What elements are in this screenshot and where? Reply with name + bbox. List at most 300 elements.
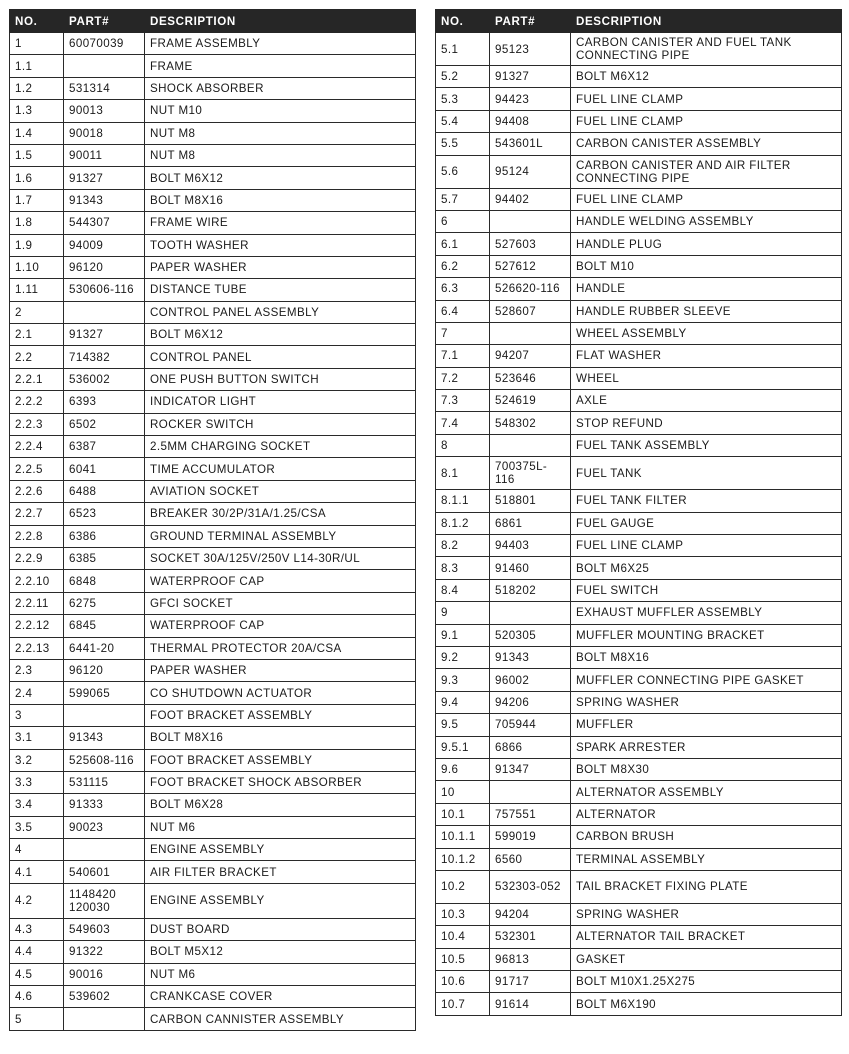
no-cell: 8 bbox=[436, 434, 490, 456]
table-row bbox=[436, 278, 842, 300]
part-number-cell: 525608-116 bbox=[64, 749, 145, 771]
no-cell: 9.2 bbox=[436, 646, 490, 668]
description-cell: ONE PUSH BUTTON SWITCH bbox=[145, 368, 416, 390]
part-number-cell: 6386 bbox=[64, 525, 145, 547]
description-cell: FUEL LINE CLAMP bbox=[571, 535, 842, 557]
part-number-cell bbox=[490, 322, 571, 344]
part-number-cell: 90018 bbox=[64, 122, 145, 144]
table-row bbox=[436, 848, 842, 870]
description-cell: FUEL GAUGE bbox=[571, 512, 842, 534]
description-cell: BREAKER 30/2P/31A/1.25/CSA bbox=[145, 503, 416, 525]
description-cell: FUEL LINE CLAMP bbox=[571, 188, 842, 210]
table-row bbox=[10, 122, 416, 144]
no-cell: 1.2 bbox=[10, 77, 64, 99]
no-cell: 5.4 bbox=[436, 110, 490, 132]
part-number-cell: 91460 bbox=[490, 557, 571, 579]
parts-table-right-body bbox=[436, 33, 842, 1016]
part-number-cell: 91322 bbox=[64, 941, 145, 963]
description-cell: DISTANCE TUBE bbox=[145, 279, 416, 301]
table-row bbox=[436, 602, 842, 624]
table-row bbox=[10, 816, 416, 838]
no-cell: 2.4 bbox=[10, 682, 64, 704]
no-cell: 4 bbox=[10, 839, 64, 861]
part-number-cell: 91343 bbox=[64, 727, 145, 749]
description-cell: BOLT M10X1.25X275 bbox=[571, 971, 842, 993]
table-row bbox=[10, 391, 416, 413]
description-cell: AXLE bbox=[571, 390, 842, 412]
no-cell: 1.1 bbox=[10, 55, 64, 77]
description-cell: HANDLE WELDING ASSEMBLY bbox=[571, 210, 842, 232]
part-number-cell: 540601 bbox=[64, 861, 145, 883]
description-cell: FOOT BRACKET ASSEMBLY bbox=[145, 704, 416, 726]
part-number-cell: 714382 bbox=[64, 346, 145, 368]
no-cell: 2.2.7 bbox=[10, 503, 64, 525]
description-cell: CONTROL PANEL bbox=[145, 346, 416, 368]
description-cell: CARBON CANISTER ASSEMBLY bbox=[571, 133, 842, 155]
no-cell: 2.2.2 bbox=[10, 391, 64, 413]
description-cell: MUFFLER MOUNTING BRACKET bbox=[571, 624, 842, 646]
table-row bbox=[10, 234, 416, 256]
part-number-cell: 518801 bbox=[490, 490, 571, 512]
table-row bbox=[10, 33, 416, 55]
description-cell: FOOT BRACKET ASSEMBLY bbox=[145, 749, 416, 771]
no-cell: 6.3 bbox=[436, 278, 490, 300]
part-number-cell bbox=[490, 434, 571, 456]
part-number-cell: 6275 bbox=[64, 592, 145, 614]
part-number-cell: 6441-20 bbox=[64, 637, 145, 659]
description-cell: ALTERNATOR ASSEMBLY bbox=[571, 781, 842, 803]
table-row bbox=[436, 669, 842, 691]
no-cell: 9.5.1 bbox=[436, 736, 490, 758]
description-cell: BOLT M5X12 bbox=[145, 941, 416, 963]
table-row bbox=[10, 346, 416, 368]
no-cell: 1.10 bbox=[10, 256, 64, 278]
no-cell: 3.5 bbox=[10, 816, 64, 838]
description-cell: SHOCK ABSORBER bbox=[145, 77, 416, 99]
no-cell: 7 bbox=[436, 322, 490, 344]
no-cell: 10.1.2 bbox=[436, 848, 490, 870]
no-cell: 2 bbox=[10, 301, 64, 323]
description-cell: 2.5MM CHARGING SOCKET bbox=[145, 436, 416, 458]
no-cell: 1.11 bbox=[10, 279, 64, 301]
no-cell: 4.5 bbox=[10, 963, 64, 985]
part-number-cell: 6387 bbox=[64, 436, 145, 458]
part-number-cell: 599065 bbox=[64, 682, 145, 704]
part-number-cell: 536002 bbox=[64, 368, 145, 390]
header-description: DESCRIPTION bbox=[571, 10, 842, 33]
table-row bbox=[436, 33, 842, 66]
no-cell: 5 bbox=[10, 1008, 64, 1030]
no-cell: 6.4 bbox=[436, 300, 490, 322]
no-cell: 10.3 bbox=[436, 903, 490, 925]
no-cell: 3 bbox=[10, 704, 64, 726]
part-number-cell: 539602 bbox=[64, 986, 145, 1008]
table-row bbox=[436, 345, 842, 367]
table-row bbox=[436, 300, 842, 322]
no-cell: 3.4 bbox=[10, 794, 64, 816]
no-cell: 2.2.4 bbox=[10, 436, 64, 458]
no-cell: 10.2 bbox=[436, 870, 490, 903]
no-cell: 2.2.9 bbox=[10, 547, 64, 569]
header-row bbox=[10, 10, 416, 33]
description-cell: FUEL TANK bbox=[571, 457, 842, 490]
part-number-cell: 524619 bbox=[490, 390, 571, 412]
description-cell: FRAME bbox=[145, 55, 416, 77]
table-row bbox=[10, 1008, 416, 1030]
part-number-cell: 6560 bbox=[490, 848, 571, 870]
no-cell: 8.4 bbox=[436, 579, 490, 601]
description-cell: CARBON BRUSH bbox=[571, 826, 842, 848]
part-number-cell: 527612 bbox=[490, 255, 571, 277]
table-row bbox=[10, 749, 416, 771]
table-row bbox=[436, 155, 842, 188]
description-cell: FUEL TANK FILTER bbox=[571, 490, 842, 512]
table-row bbox=[10, 189, 416, 211]
part-number-cell: 523646 bbox=[490, 367, 571, 389]
no-cell: 1.4 bbox=[10, 122, 64, 144]
table-row bbox=[10, 771, 416, 793]
table-row bbox=[10, 525, 416, 547]
table-row bbox=[436, 255, 842, 277]
part-number-cell: 94423 bbox=[490, 88, 571, 110]
no-cell: 7.4 bbox=[436, 412, 490, 434]
description-cell: TIME ACCUMULATOR bbox=[145, 458, 416, 480]
no-cell: 9 bbox=[436, 602, 490, 624]
description-cell: FRAME ASSEMBLY bbox=[145, 33, 416, 55]
description-cell: FUEL SWITCH bbox=[571, 579, 842, 601]
description-cell: TERMINAL ASSEMBLY bbox=[571, 848, 842, 870]
description-cell: GASKET bbox=[571, 948, 842, 970]
table-row bbox=[436, 210, 842, 232]
no-cell: 9.1 bbox=[436, 624, 490, 646]
no-cell: 4.1 bbox=[10, 861, 64, 883]
description-cell: WHEEL bbox=[571, 367, 842, 389]
header-row bbox=[436, 10, 842, 33]
no-cell: 10.7 bbox=[436, 993, 490, 1015]
description-cell: ALTERNATOR TAIL BRACKET bbox=[571, 926, 842, 948]
part-number-cell: 91343 bbox=[64, 189, 145, 211]
no-cell: 2.2.12 bbox=[10, 615, 64, 637]
description-cell: SOCKET 30A/125V/250V L14-30R/UL bbox=[145, 547, 416, 569]
description-cell: CARBON CANNISTER ASSEMBLY bbox=[145, 1008, 416, 1030]
no-cell: 2.3 bbox=[10, 659, 64, 681]
description-cell: NUT M6 bbox=[145, 816, 416, 838]
part-number-cell: 6393 bbox=[64, 391, 145, 413]
no-cell: 9.4 bbox=[436, 691, 490, 713]
table-row bbox=[10, 682, 416, 704]
no-cell: 3.3 bbox=[10, 771, 64, 793]
no-cell: 7.2 bbox=[436, 367, 490, 389]
table-row bbox=[436, 457, 842, 490]
no-cell: 2.1 bbox=[10, 324, 64, 346]
parts-table-left-body bbox=[10, 33, 416, 1031]
description-cell: BOLT M8X16 bbox=[145, 189, 416, 211]
description-cell: BOLT M8X16 bbox=[571, 646, 842, 668]
no-cell: 10.6 bbox=[436, 971, 490, 993]
part-number-cell: 6861 bbox=[490, 512, 571, 534]
table-row bbox=[10, 212, 416, 234]
no-cell: 7.1 bbox=[436, 345, 490, 367]
part-number-cell: 6845 bbox=[64, 615, 145, 637]
part-number-cell: 96002 bbox=[490, 669, 571, 691]
description-cell: WATERPROOF CAP bbox=[145, 570, 416, 592]
table-row bbox=[436, 971, 842, 993]
no-cell: 2.2 bbox=[10, 346, 64, 368]
part-number-cell: 96120 bbox=[64, 659, 145, 681]
part-number-cell: 94402 bbox=[490, 188, 571, 210]
part-number-cell: 1148420 120030 bbox=[64, 883, 145, 918]
no-cell: 4.3 bbox=[10, 918, 64, 940]
description-cell: TOOTH WASHER bbox=[145, 234, 416, 256]
part-number-cell: 95123 bbox=[490, 33, 571, 66]
part-number-cell: 526620-116 bbox=[490, 278, 571, 300]
table-row bbox=[436, 188, 842, 210]
table-row bbox=[10, 256, 416, 278]
description-cell: PAPER WASHER bbox=[145, 659, 416, 681]
table-row bbox=[436, 948, 842, 970]
part-number-cell: 532301 bbox=[490, 926, 571, 948]
table-row bbox=[10, 100, 416, 122]
table-row bbox=[436, 66, 842, 88]
description-cell: NUT M8 bbox=[145, 122, 416, 144]
description-cell: ENGINE ASSEMBLY bbox=[145, 839, 416, 861]
description-cell: FRAME WIRE bbox=[145, 212, 416, 234]
description-cell: INDICATOR LIGHT bbox=[145, 391, 416, 413]
no-cell: 10.1 bbox=[436, 803, 490, 825]
no-cell: 4.2 bbox=[10, 883, 64, 918]
table-row bbox=[10, 918, 416, 940]
description-cell: NUT M10 bbox=[145, 100, 416, 122]
no-cell: 2.2.5 bbox=[10, 458, 64, 480]
no-cell: 1.7 bbox=[10, 189, 64, 211]
no-cell: 1.8 bbox=[10, 212, 64, 234]
table-row bbox=[10, 839, 416, 861]
description-cell: GFCI SOCKET bbox=[145, 592, 416, 614]
description-cell: NUT M6 bbox=[145, 963, 416, 985]
part-number-cell bbox=[490, 781, 571, 803]
no-cell: 4.6 bbox=[10, 986, 64, 1008]
part-number-cell bbox=[490, 602, 571, 624]
no-cell: 2.2.3 bbox=[10, 413, 64, 435]
part-number-cell bbox=[64, 704, 145, 726]
part-number-cell: 549603 bbox=[64, 918, 145, 940]
table-row bbox=[10, 963, 416, 985]
part-number-cell: 548302 bbox=[490, 412, 571, 434]
no-cell: 8.2 bbox=[436, 535, 490, 557]
part-number-cell: 531314 bbox=[64, 77, 145, 99]
table-row bbox=[10, 368, 416, 390]
no-cell: 2.2.1 bbox=[10, 368, 64, 390]
table-row bbox=[436, 557, 842, 579]
table-row bbox=[10, 55, 416, 77]
description-cell: CARBON CANISTER AND AIR FILTER CONNECTING PIPE bbox=[571, 155, 842, 188]
description-cell: BOLT M6X12 bbox=[145, 167, 416, 189]
part-number-cell: 90023 bbox=[64, 816, 145, 838]
table-row bbox=[436, 736, 842, 758]
table-row bbox=[436, 691, 842, 713]
table-row bbox=[436, 579, 842, 601]
no-cell: 1.6 bbox=[10, 167, 64, 189]
table-row bbox=[436, 803, 842, 825]
table-row bbox=[436, 512, 842, 534]
table-row bbox=[436, 390, 842, 412]
no-cell: 3.2 bbox=[10, 749, 64, 771]
description-cell: HANDLE RUBBER SLEEVE bbox=[571, 300, 842, 322]
description-cell: SPARK ARRESTER bbox=[571, 736, 842, 758]
table-row bbox=[10, 794, 416, 816]
header-no: NO. bbox=[436, 10, 490, 33]
part-number-cell: 94408 bbox=[490, 110, 571, 132]
part-number-cell: 91343 bbox=[490, 646, 571, 668]
description-cell: FLAT WASHER bbox=[571, 345, 842, 367]
no-cell: 5.5 bbox=[436, 133, 490, 155]
no-cell: 10.1.1 bbox=[436, 826, 490, 848]
table-row bbox=[10, 861, 416, 883]
description-cell: FOOT BRACKET SHOCK ABSORBER bbox=[145, 771, 416, 793]
table-row bbox=[436, 624, 842, 646]
table-row bbox=[10, 592, 416, 614]
table-row bbox=[10, 704, 416, 726]
table-row bbox=[436, 903, 842, 925]
part-number-cell: 6385 bbox=[64, 547, 145, 569]
part-number-cell: 528607 bbox=[490, 300, 571, 322]
header-part: PART# bbox=[64, 10, 145, 33]
description-cell: ROCKER SWITCH bbox=[145, 413, 416, 435]
table-row bbox=[10, 458, 416, 480]
table-row bbox=[436, 434, 842, 456]
description-cell: HANDLE bbox=[571, 278, 842, 300]
part-number-cell: 520305 bbox=[490, 624, 571, 646]
table-row bbox=[436, 88, 842, 110]
no-cell: 2.2.6 bbox=[10, 480, 64, 502]
description-cell: AIR FILTER BRACKET bbox=[145, 861, 416, 883]
description-cell: CO SHUTDOWN ACTUATOR bbox=[145, 682, 416, 704]
table-row bbox=[436, 646, 842, 668]
table-row bbox=[10, 279, 416, 301]
no-cell: 8.3 bbox=[436, 557, 490, 579]
description-cell: GROUND TERMINAL ASSEMBLY bbox=[145, 525, 416, 547]
no-cell: 2.2.11 bbox=[10, 592, 64, 614]
part-number-cell: 96120 bbox=[64, 256, 145, 278]
part-number-cell bbox=[64, 839, 145, 861]
no-cell: 6.1 bbox=[436, 233, 490, 255]
no-cell: 8.1 bbox=[436, 457, 490, 490]
table-row bbox=[10, 941, 416, 963]
table-row bbox=[10, 570, 416, 592]
no-cell: 2.2.8 bbox=[10, 525, 64, 547]
part-number-cell: 91333 bbox=[64, 794, 145, 816]
part-number-cell: 518202 bbox=[490, 579, 571, 601]
table-row bbox=[436, 758, 842, 780]
part-number-cell: 6502 bbox=[64, 413, 145, 435]
part-number-cell: 91327 bbox=[64, 167, 145, 189]
no-cell: 1 bbox=[10, 33, 64, 55]
no-cell: 8.1.1 bbox=[436, 490, 490, 512]
description-cell: BOLT M6X28 bbox=[145, 794, 416, 816]
part-number-cell bbox=[64, 55, 145, 77]
table-row bbox=[10, 883, 416, 918]
no-cell: 5.1 bbox=[436, 33, 490, 66]
table-row bbox=[10, 144, 416, 166]
part-number-cell: 6523 bbox=[64, 503, 145, 525]
table-row bbox=[10, 436, 416, 458]
part-number-cell: 91717 bbox=[490, 971, 571, 993]
description-cell: CARBON CANISTER AND FUEL TANK CONNECTING PIPE bbox=[571, 33, 842, 66]
description-cell: BOLT M6X12 bbox=[571, 66, 842, 88]
part-number-cell: 94204 bbox=[490, 903, 571, 925]
part-number-cell: 527603 bbox=[490, 233, 571, 255]
table-row bbox=[10, 503, 416, 525]
description-cell: AVIATION SOCKET bbox=[145, 480, 416, 502]
table-row bbox=[10, 615, 416, 637]
table-row bbox=[436, 535, 842, 557]
no-cell: 5.7 bbox=[436, 188, 490, 210]
description-cell: ALTERNATOR bbox=[571, 803, 842, 825]
no-cell: 10.5 bbox=[436, 948, 490, 970]
description-cell: BOLT M6X190 bbox=[571, 993, 842, 1015]
no-cell: 4.4 bbox=[10, 941, 64, 963]
part-number-cell: 544307 bbox=[64, 212, 145, 234]
part-number-cell: 91327 bbox=[490, 66, 571, 88]
part-number-cell bbox=[490, 210, 571, 232]
no-cell: 2.2.13 bbox=[10, 637, 64, 659]
part-number-cell: 6866 bbox=[490, 736, 571, 758]
no-cell: 1.5 bbox=[10, 144, 64, 166]
part-number-cell: 95124 bbox=[490, 155, 571, 188]
part-number-cell: 94207 bbox=[490, 345, 571, 367]
table-row bbox=[436, 926, 842, 948]
part-number-cell: 543601L bbox=[490, 133, 571, 155]
table-row bbox=[436, 826, 842, 848]
part-number-cell: 90013 bbox=[64, 100, 145, 122]
no-cell: 8.1.2 bbox=[436, 512, 490, 534]
part-number-cell: 94403 bbox=[490, 535, 571, 557]
table-row bbox=[10, 167, 416, 189]
table-row bbox=[10, 547, 416, 569]
description-cell: MUFFLER bbox=[571, 714, 842, 736]
table-row bbox=[10, 637, 416, 659]
description-cell: CRANKCASE COVER bbox=[145, 986, 416, 1008]
description-cell: WATERPROOF CAP bbox=[145, 615, 416, 637]
part-number-cell: 60070039 bbox=[64, 33, 145, 55]
description-cell: NUT M8 bbox=[145, 144, 416, 166]
table-row bbox=[436, 412, 842, 434]
table-row bbox=[436, 133, 842, 155]
description-cell: MUFFLER CONNECTING PIPE GASKET bbox=[571, 669, 842, 691]
no-cell: 9.3 bbox=[436, 669, 490, 691]
part-number-cell: 91347 bbox=[490, 758, 571, 780]
parts-table-left bbox=[9, 9, 416, 1031]
no-cell: 1.9 bbox=[10, 234, 64, 256]
description-cell: STOP REFUND bbox=[571, 412, 842, 434]
table-row bbox=[10, 727, 416, 749]
part-number-cell: 91614 bbox=[490, 993, 571, 1015]
description-cell: SPRING WASHER bbox=[571, 903, 842, 925]
no-cell: 10.4 bbox=[436, 926, 490, 948]
table-row bbox=[436, 110, 842, 132]
table-row bbox=[10, 413, 416, 435]
description-cell: FUEL TANK ASSEMBLY bbox=[571, 434, 842, 456]
description-cell: BOLT M6X25 bbox=[571, 557, 842, 579]
no-cell: 5.2 bbox=[436, 66, 490, 88]
part-number-cell bbox=[64, 301, 145, 323]
description-cell: FUEL LINE CLAMP bbox=[571, 88, 842, 110]
no-cell: 5.6 bbox=[436, 155, 490, 188]
no-cell: 6 bbox=[436, 210, 490, 232]
table-row bbox=[10, 986, 416, 1008]
table-row bbox=[436, 490, 842, 512]
header-no: NO. bbox=[10, 10, 64, 33]
